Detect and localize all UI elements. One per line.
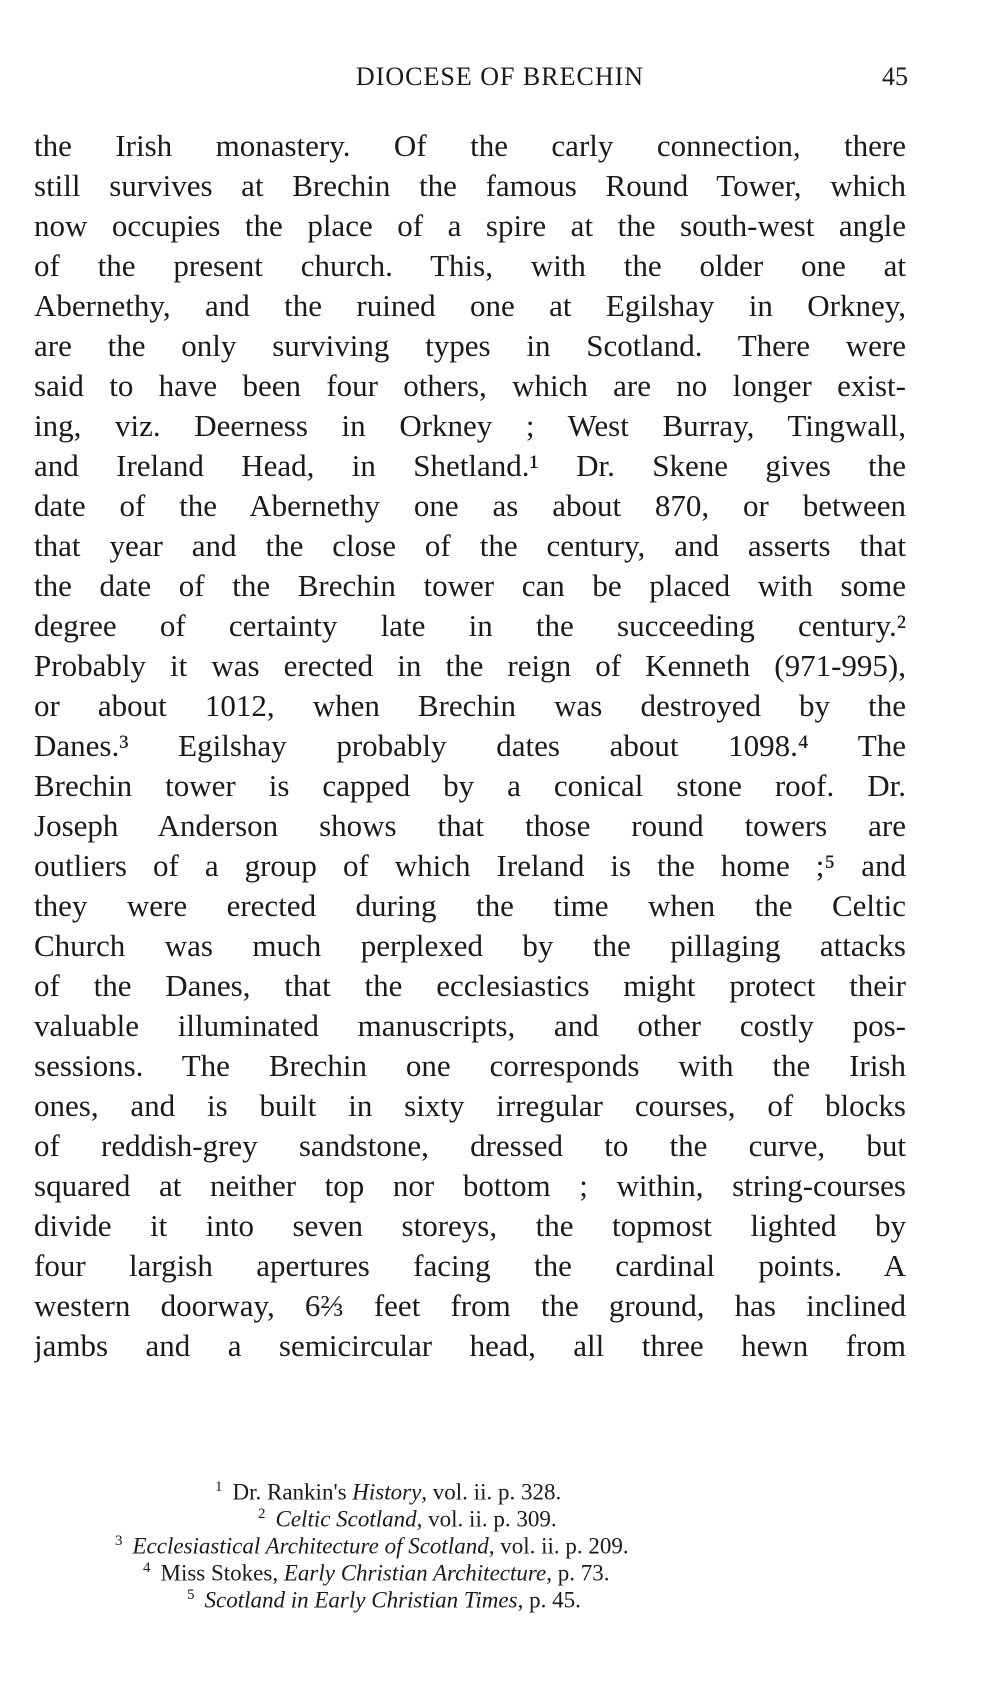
text-line: the date of the Brechin tower can be placed with some — [34, 568, 906, 603]
footnotes — [0, 1474, 1000, 1613]
text-line: and Ireland Head, in Shetland.¹ Dr. Skene gives the — [34, 448, 906, 483]
text-line: outliers of a group of which Ireland is the home ;⁵ and — [34, 848, 906, 883]
text-line: four largish apertures facing the cardinal points. A — [34, 1248, 906, 1283]
text-line: the Irish monastery. Of the carly connection, there — [34, 128, 906, 163]
text-line: squared at neither top nor bottom ; within, string-courses — [34, 1168, 906, 1203]
text-line: Church was much perplexed by the pillaging attacks — [34, 928, 906, 963]
footnote — [115, 1528, 1000, 1559]
footnote — [258, 1501, 1000, 1532]
footnote-title: Early Christian Architecture — [283, 1560, 547, 1586]
text-line: date of the Abernethy one as about 870, or between — [34, 488, 906, 523]
footnote-mark: 1 — [215, 1479, 223, 1495]
footnote — [215, 1474, 1000, 1505]
footnote-ref: , vol. ii. p. 309. — [416, 1506, 557, 1532]
text-line: Abernethy, and the ruined one at Egilshay in Orkney, — [34, 288, 906, 323]
text-line: or about 1012, when Brechin was destroyed by the — [34, 688, 906, 723]
text-line: they were erected during the time when the Celtic — [34, 888, 906, 923]
text-line: divide it into seven storeys, the topmost lighted by — [34, 1208, 906, 1243]
text-line: of the present church. This, with the older one at — [34, 248, 906, 283]
text-line: still survives at Brechin the famous Round Tower, which — [34, 168, 906, 203]
text-line: western doorway, 6⅔ feet from the ground, has inclined — [34, 1288, 906, 1323]
footnote-title: Ecclesiastical Architecture of Scotland — [132, 1533, 489, 1559]
footnote-title: Celtic Scotland — [275, 1506, 417, 1532]
text-line: are the only surviving types in Scotland. There were — [34, 328, 906, 363]
footnote-mark: 2 — [258, 1506, 266, 1522]
text-line: sessions. The Brechin one corresponds with the Irish — [34, 1048, 906, 1083]
text-line: Brechin tower is capped by a conical stone roof. Dr. — [34, 768, 906, 803]
footnote-ref: , p. 45. — [517, 1587, 581, 1613]
footnote-text: Miss Stokes, — [160, 1560, 284, 1586]
footnote-ref: , vol. ii. p. 328. — [421, 1479, 562, 1505]
footnote-title: Scotland in Early Christian Times — [204, 1587, 518, 1613]
footnote-mark: 4 — [143, 1560, 151, 1576]
body-text — [34, 126, 906, 1366]
text-line: ones, and is built in sixty irregular courses, of blocks — [34, 1088, 906, 1123]
text-line: valuable illuminated manuscripts, and other costly pos- — [34, 1008, 906, 1043]
text-line: jambs and a semicircular head, all three hewn from — [34, 1328, 906, 1363]
page-title: DIOCESE OF BRECHIN — [355, 62, 645, 91]
text-line: now occupies the place of a spire at the south-west angle — [34, 208, 906, 243]
page-number: 45 — [882, 62, 908, 91]
footnote — [187, 1582, 1000, 1613]
footnote-ref: , p. 73. — [546, 1560, 610, 1586]
footnote-mark: 3 — [115, 1533, 123, 1549]
footnote-ref: , vol. ii. p. 209. — [488, 1533, 629, 1559]
text-line: degree of certainty late in the succeeding century.² — [34, 608, 906, 643]
footnote-text: Dr. Rankin's — [232, 1479, 353, 1505]
text-line: ing, viz. Deerness in Orkney ; West Burray, Tingwall, — [34, 408, 906, 443]
text-line: of the Danes, that the ecclesiastics might protect their — [34, 968, 906, 1003]
text-line: that year and the close of the century, and asserts that — [34, 528, 906, 563]
text-line: Probably it was erected in the reign of Kenneth (971-995), — [34, 648, 906, 683]
text-line: Joseph Anderson shows that those round towers are — [34, 808, 906, 843]
text-line: of reddish-grey sandstone, dressed to the curve, but — [34, 1128, 906, 1163]
text-line: Danes.³ Egilshay probably dates about 1098.⁴ The — [34, 728, 906, 763]
text-line: said to have been four others, which are no longer exist- — [34, 368, 906, 403]
running-head — [0, 62, 1000, 102]
footnote-mark: 5 — [187, 1587, 195, 1603]
footnote-title: History — [352, 1479, 422, 1505]
footnote — [143, 1555, 1000, 1586]
